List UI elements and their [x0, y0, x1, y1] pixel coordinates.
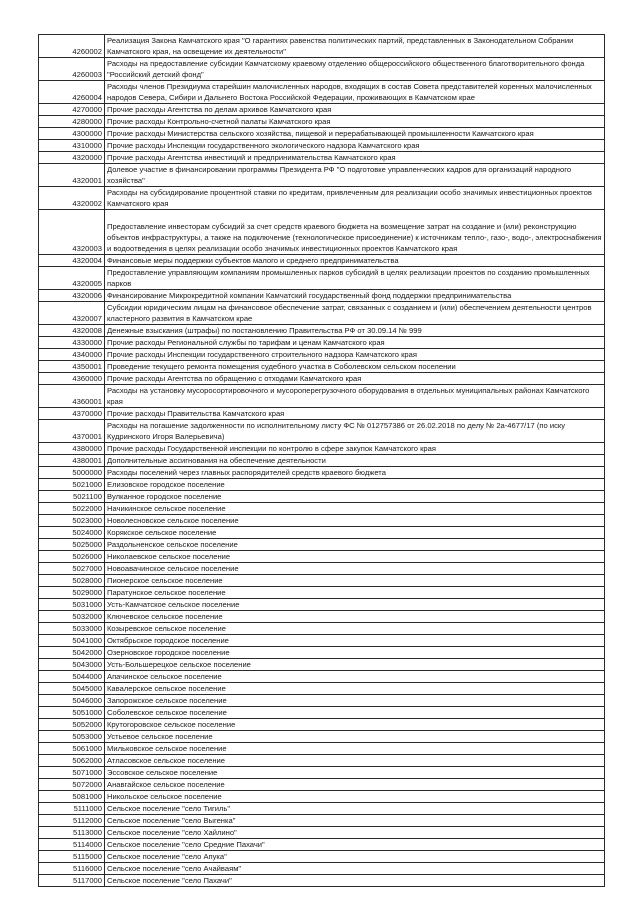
row-code-cell: 4320004 — [39, 255, 105, 267]
table-row — [39, 408, 605, 420]
table-row — [39, 479, 605, 491]
row-description-cell: Эссовское сельское поселение — [105, 767, 605, 779]
row-code-cell: 5116000 — [39, 863, 105, 875]
row-code-cell: 5031000 — [39, 599, 105, 611]
table-row — [39, 210, 605, 255]
table-row — [39, 695, 605, 707]
row-description-cell: Прочие расходы Министерства сельского хозяйства, пищевой и перерабатывающей промышленности Камчатского края — [105, 128, 605, 140]
table-row — [39, 851, 605, 863]
row-description-cell: Денежные взыскания (штрафы) по постановлению Правительства РФ от 30.09.14 № 999 — [105, 325, 605, 337]
table-row — [39, 325, 605, 337]
row-code-cell: 4330000 — [39, 337, 105, 349]
row-description-cell: Новолесновское сельское поселение — [105, 515, 605, 527]
table-row — [39, 35, 605, 58]
row-code-cell: 4320008 — [39, 325, 105, 337]
row-code-cell: 5052000 — [39, 719, 105, 731]
row-description-cell: Прочие расходы Контрольно-счетной палаты Камчатского края — [105, 116, 605, 128]
row-code-cell: 4320006 — [39, 290, 105, 302]
row-code-cell: 4360000 — [39, 373, 105, 385]
budget-code-sheet — [38, 34, 604, 887]
row-code-cell: 4260004 — [39, 81, 105, 104]
table-row — [39, 164, 605, 187]
table-row — [39, 791, 605, 803]
table-row — [39, 563, 605, 575]
row-description-cell: Прочие расходы Инспекции государственного строительного надзора Камчатского края — [105, 349, 605, 361]
row-description-cell: Октябрьское городское поселение — [105, 635, 605, 647]
table-row — [39, 81, 605, 104]
row-description-cell: Пионерское сельское поселение — [105, 575, 605, 587]
table-row — [39, 743, 605, 755]
row-description-cell: Соболевское сельское поселение — [105, 707, 605, 719]
row-description-cell: Долевое участие в финансировании программы Президента РФ "О подготовке управленческих кадров для организаций народного хозяйства" — [105, 164, 605, 187]
table-row — [39, 827, 605, 839]
row-description-cell: Прочие расходы Государственной инспекции по контролю в сфере закупок Камчатского края — [105, 443, 605, 455]
row-code-cell: 4320000 — [39, 152, 105, 164]
row-code-cell: 5117000 — [39, 875, 105, 887]
budget-code-table — [38, 34, 605, 887]
row-code-cell: 5033000 — [39, 623, 105, 635]
row-code-cell: 4340000 — [39, 349, 105, 361]
table-row — [39, 361, 605, 373]
row-code-cell: 4310000 — [39, 140, 105, 152]
row-code-cell: 4320001 — [39, 164, 105, 187]
row-code-cell: 4260003 — [39, 58, 105, 81]
row-code-cell: 4370001 — [39, 420, 105, 443]
row-description-cell: Сельское поселение "село Тигиль" — [105, 803, 605, 815]
table-row — [39, 731, 605, 743]
table-row — [39, 755, 605, 767]
row-code-cell: 4320002 — [39, 187, 105, 210]
row-description-cell: Прочие расходы Агентства инвестиций и предпринимательства Камчатского края — [105, 152, 605, 164]
table-row — [39, 719, 605, 731]
table-row — [39, 767, 605, 779]
row-code-cell: 5046000 — [39, 695, 105, 707]
row-description-cell: Козыревское сельское поселение — [105, 623, 605, 635]
table-row — [39, 683, 605, 695]
row-description-cell: Прочие расходы Агентства по делам архивов Камчатского края — [105, 104, 605, 116]
row-code-cell: 4320003 — [39, 210, 105, 255]
table-row — [39, 302, 605, 325]
row-code-cell: 5072000 — [39, 779, 105, 791]
row-code-cell: 5045000 — [39, 683, 105, 695]
table-row — [39, 863, 605, 875]
row-code-cell: 5061000 — [39, 743, 105, 755]
row-description-cell: Предоставление управляющим компаниям промышленных парков субсидий в целях реализации проектов по созданию промышленных парков — [105, 267, 605, 290]
table-row — [39, 140, 605, 152]
row-description-cell: Финансирование Микрокредитной компании Камчатский государственный фонд поддержки предпринимательства — [105, 290, 605, 302]
row-description-cell: Расходы на субсидирование процентной ставки по кредитам, привлеченным для реализации особо значимых инвестиционных проектов Камчатского края — [105, 187, 605, 210]
row-description-cell: Субсидии юридическим лицам на финансовое обеспечение затрат, связанных с созданием и (или) обеспечением деятельности центров кластерного развития в Камчатском крае — [105, 302, 605, 325]
row-code-cell: 5041000 — [39, 635, 105, 647]
row-description-cell: Расходы на установку мусоросортировочного и мусороперегрузочного оборудования в отдельных муниципальных районах Камчатского края — [105, 385, 605, 408]
row-description-cell: Никольское сельское поселение — [105, 791, 605, 803]
row-description-cell: Ключевское сельское поселение — [105, 611, 605, 623]
table-row — [39, 587, 605, 599]
row-code-cell: 4380000 — [39, 443, 105, 455]
table-row — [39, 420, 605, 443]
row-code-cell: 5051000 — [39, 707, 105, 719]
row-description-cell: Дополнительные ассигнования на обеспечение деятельности — [105, 455, 605, 467]
row-description-cell: Финансовые меры поддержки субъектов малого и среднего предпринимательства — [105, 255, 605, 267]
row-code-cell: 5024000 — [39, 527, 105, 539]
row-description-cell: Усть-Большерецкое сельское поселение — [105, 659, 605, 671]
table-row — [39, 373, 605, 385]
row-description-cell: Прочие расходы Правительства Камчатского края — [105, 408, 605, 420]
row-code-cell: 5021100 — [39, 491, 105, 503]
table-row — [39, 349, 605, 361]
row-description-cell: Кавалерское сельское поселение — [105, 683, 605, 695]
table-row — [39, 104, 605, 116]
table-row — [39, 839, 605, 851]
row-code-cell: 5022000 — [39, 503, 105, 515]
row-description-cell: Мильковское сельское поселение — [105, 743, 605, 755]
table-row — [39, 152, 605, 164]
table-row — [39, 539, 605, 551]
table-row — [39, 779, 605, 791]
table-row — [39, 647, 605, 659]
row-description-cell: Расходы членов Президиума старейшин малочисленных народов, входящих в состав Совета представителей коренных малочисленных народов Севера, Сибири и Дальнего Востока Российской Федерации, проживающих в Камчатском крае — [105, 81, 605, 104]
row-description-cell: Сельское поселение "село Ачайваям" — [105, 863, 605, 875]
row-description-cell: Расходы на предоставление субсидии Камчатскому краевому отделению общероссийского общественного благотворительного фонда "Российский детский фонд" — [105, 58, 605, 81]
table-row — [39, 599, 605, 611]
row-description-cell: Паратунское сельское поселение — [105, 587, 605, 599]
table-row — [39, 575, 605, 587]
table-row — [39, 290, 605, 302]
row-code-cell: 5028000 — [39, 575, 105, 587]
row-description-cell: Прочие расходы Региональной службы по тарифам и ценам Камчатского края — [105, 337, 605, 349]
row-description-cell: Предоставление инвесторам субсидий за счет средств краевого бюджета на возмещение затрат на создание и (или) реконструкцию объектов инфраструктуры, а также на подключение (технологическое присоединение) к источникам тепло-, газо-, водо-, электроснабжения и водоотведения в целях реализации особо значимых инвестиционных проектов Камчатского края — [105, 210, 605, 255]
table-row — [39, 611, 605, 623]
table-row — [39, 267, 605, 290]
row-description-cell: Расходы поселений через главных распорядителей средств краевого бюджета — [105, 467, 605, 479]
table-row — [39, 707, 605, 719]
row-description-cell: Расходы на погашение задолженности по исполнительному листу ФС № 012757386 от 26.02.2018 по делу № 2а-4677/17 (по иску Кудринского Игоря Валерьевича) — [105, 420, 605, 443]
row-code-cell: 5021000 — [39, 479, 105, 491]
row-description-cell: Корякское сельское поселение — [105, 527, 605, 539]
table-row — [39, 527, 605, 539]
row-code-cell: 4320005 — [39, 267, 105, 290]
row-code-cell: 5027000 — [39, 563, 105, 575]
table-row — [39, 803, 605, 815]
table-row — [39, 128, 605, 140]
table-row — [39, 455, 605, 467]
row-description-cell: Вулканное городское поселение — [105, 491, 605, 503]
row-code-cell: 4360001 — [39, 385, 105, 408]
row-description-cell: Реализация Закона Камчатского края "О гарантиях равенства политических партий, представленных в Законодательном Собрании Камчатского края, на освещение их деятельности" — [105, 35, 605, 58]
row-code-cell: 5113000 — [39, 827, 105, 839]
table-row — [39, 467, 605, 479]
table-row — [39, 337, 605, 349]
row-description-cell: Атласовское сельское поселение — [105, 755, 605, 767]
row-code-cell: 4320007 — [39, 302, 105, 325]
table-row — [39, 635, 605, 647]
row-code-cell: 4280000 — [39, 116, 105, 128]
row-code-cell: 5026000 — [39, 551, 105, 563]
row-description-cell: Апачинское сельское поселение — [105, 671, 605, 683]
row-code-cell: 4260002 — [39, 35, 105, 58]
table-row — [39, 187, 605, 210]
row-code-cell: 5000000 — [39, 467, 105, 479]
row-description-cell: Озерновское городское поселение — [105, 647, 605, 659]
row-code-cell: 4350001 — [39, 361, 105, 373]
table-row — [39, 491, 605, 503]
row-code-cell: 5112000 — [39, 815, 105, 827]
row-description-cell: Новоавачинское сельское поселение — [105, 563, 605, 575]
row-code-cell: 4380001 — [39, 455, 105, 467]
row-code-cell: 5081000 — [39, 791, 105, 803]
row-code-cell: 4300000 — [39, 128, 105, 140]
row-description-cell: Усть-Камчатское сельское поселение — [105, 599, 605, 611]
table-row — [39, 255, 605, 267]
row-description-cell: Анавгайское сельское поселение — [105, 779, 605, 791]
row-description-cell: Прочие расходы Агентства по обращению с отходами Камчатского края — [105, 373, 605, 385]
row-description-cell: Николаевское сельское поселение — [105, 551, 605, 563]
row-code-cell: 4270000 — [39, 104, 105, 116]
row-code-cell: 5071000 — [39, 767, 105, 779]
row-code-cell: 5032000 — [39, 611, 105, 623]
row-description-cell: Запорожское сельское поселение — [105, 695, 605, 707]
table-row — [39, 659, 605, 671]
row-code-cell: 5029000 — [39, 587, 105, 599]
table-row — [39, 385, 605, 408]
table-row — [39, 58, 605, 81]
table-row — [39, 623, 605, 635]
row-code-cell: 5025000 — [39, 539, 105, 551]
row-code-cell: 5044000 — [39, 671, 105, 683]
row-code-cell: 4370000 — [39, 408, 105, 420]
row-code-cell: 5053000 — [39, 731, 105, 743]
table-row — [39, 503, 605, 515]
row-description-cell: Сельское поселение "село Хайлино" — [105, 827, 605, 839]
row-description-cell: Устьевое сельское поселение — [105, 731, 605, 743]
row-code-cell: 5062000 — [39, 755, 105, 767]
row-description-cell: Начикинское сельское поселение — [105, 503, 605, 515]
row-code-cell: 5042000 — [39, 647, 105, 659]
table-body — [39, 35, 605, 887]
row-description-cell: Проведение текущего ремонта помещения судебного участка в Соболевском сельском поселении — [105, 361, 605, 373]
row-code-cell: 5115000 — [39, 851, 105, 863]
row-description-cell: Раздольненское сельское поселение — [105, 539, 605, 551]
row-code-cell: 5111000 — [39, 803, 105, 815]
row-description-cell: Елизовское городское поселение — [105, 479, 605, 491]
table-row — [39, 443, 605, 455]
row-code-cell: 5043000 — [39, 659, 105, 671]
row-description-cell: Сельское поселение "село Апука" — [105, 851, 605, 863]
table-row — [39, 551, 605, 563]
row-description-cell: Сельское поселение "село Пахачи" — [105, 875, 605, 887]
row-description-cell: Прочие расходы Инспекции государственного экологического надзора Камчатского края — [105, 140, 605, 152]
table-row — [39, 671, 605, 683]
table-row — [39, 515, 605, 527]
row-code-cell: 5114000 — [39, 839, 105, 851]
table-row — [39, 875, 605, 887]
row-description-cell: Сельское поселение "село Выгенка" — [105, 815, 605, 827]
row-code-cell: 5023000 — [39, 515, 105, 527]
table-row — [39, 116, 605, 128]
row-description-cell: Крутогоровское сельское поселение — [105, 719, 605, 731]
table-row — [39, 815, 605, 827]
row-description-cell: Сельское поселение "село Средние Пахачи" — [105, 839, 605, 851]
